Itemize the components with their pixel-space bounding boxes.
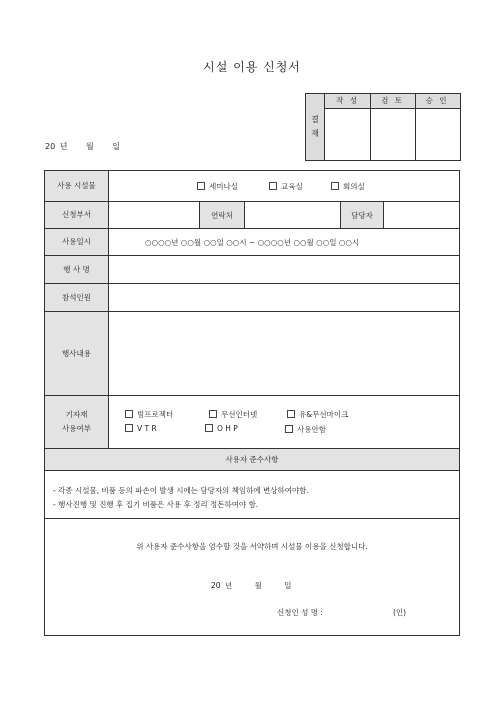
application-form-table xyxy=(44,170,460,636)
seal-mark: (인) xyxy=(393,608,407,617)
form-title: 시설 이용 신청서 xyxy=(203,60,301,74)
date-month: 월 xyxy=(86,142,94,151)
department-label: 신청부서 xyxy=(45,202,109,228)
approval-box xyxy=(305,93,461,161)
checkbox-icon[interactable] xyxy=(285,425,293,433)
equipment-option-wifi[interactable]: 무선인터넷 xyxy=(209,409,257,420)
pledge-date-month: 월 xyxy=(254,581,262,590)
checkbox-icon[interactable] xyxy=(331,182,339,190)
pledge-date-day: 일 xyxy=(284,581,292,590)
pledge-date-year: 20 년 xyxy=(211,581,233,590)
equipment-label-line1: 기자재 xyxy=(65,410,88,419)
attendees-label: 참석인원 xyxy=(45,284,109,311)
approval-header-review: 검 토 xyxy=(381,96,404,105)
attendees-field[interactable] xyxy=(109,284,459,311)
approval-cell-write[interactable] xyxy=(325,109,370,160)
date-day: 일 xyxy=(112,142,121,151)
row-divider xyxy=(45,470,459,471)
facility-option-classroom[interactable]: 교육실 xyxy=(269,181,303,192)
checkbox-icon[interactable] xyxy=(209,410,217,418)
equipment-label-line2: 사용여부 xyxy=(62,424,91,433)
equipment-option-projector[interactable]: 빔프로젝터 xyxy=(125,409,173,420)
event-name-field[interactable] xyxy=(109,256,459,283)
equipment-option-vtr[interactable]: V T R xyxy=(125,424,157,433)
equipment-label xyxy=(45,396,109,448)
event-content-field[interactable] xyxy=(109,312,459,395)
equipment-option-none[interactable]: 사용안함 xyxy=(285,424,326,435)
facility-label: 사용 시설물 xyxy=(45,171,109,201)
pledge-sentence: 위 사용자 준수사항을 엄수할 것을 서약하며 시설물 이용을 신청합니다. xyxy=(136,542,368,551)
signer-name-field[interactable] xyxy=(345,603,385,619)
pledge-date xyxy=(211,580,291,591)
row-divider xyxy=(45,518,459,519)
approval-cell-review[interactable] xyxy=(371,109,415,160)
approval-header-approve: 승 인 xyxy=(425,96,449,105)
approval-side-top: 결 xyxy=(311,115,319,124)
event-content-label: 행사내용 xyxy=(45,312,109,395)
event-name-label: 행 사 명 xyxy=(45,256,109,283)
rule-item: - 행사진행 및 진행 후 집기 비품은 사용 후 정리 정돈하여야 함. xyxy=(53,500,259,509)
approval-side-label xyxy=(306,94,325,160)
checkbox-icon[interactable] xyxy=(269,182,277,190)
date-year: 20 년 xyxy=(45,142,68,151)
pledge-text xyxy=(45,541,459,552)
checkbox-icon[interactable] xyxy=(205,424,213,432)
facility-option-seminar[interactable]: 세미나실 xyxy=(197,181,238,192)
equipment-option-ohp[interactable]: O H P xyxy=(205,424,238,433)
contact-field[interactable] xyxy=(245,202,340,228)
department-field[interactable] xyxy=(109,202,199,228)
checkbox-icon[interactable] xyxy=(125,410,133,418)
application-date xyxy=(45,141,134,152)
checkbox-icon[interactable] xyxy=(197,182,205,190)
signer-label: 신청인 성 명 : xyxy=(277,608,323,617)
checkbox-icon[interactable] xyxy=(125,424,133,432)
rule-item: - 각종 시설물, 비품 등의 파손이 발생 시에는 담당자의 책임하에 변상하여야함. xyxy=(53,486,309,495)
equipment-option-microphone[interactable]: 유&무선마이크 xyxy=(287,409,348,420)
manager-label: 담당자 xyxy=(341,202,383,228)
checkbox-icon[interactable] xyxy=(287,410,295,418)
datetime-value[interactable]: ○○○○년 ○○월 ○○일 ○○시 ~ ○○○○년 ○○월 ○○일 ○○시 xyxy=(145,238,360,247)
facility-option-meeting[interactable]: 회의실 xyxy=(331,181,365,192)
approval-header xyxy=(325,94,460,109)
approval-header-write: 작 성 xyxy=(336,96,359,105)
datetime-label: 사용일시 xyxy=(45,229,109,255)
approval-side-bottom: 재 xyxy=(311,129,319,138)
contact-label: 연락처 xyxy=(200,202,244,228)
approval-cell-approve[interactable] xyxy=(416,109,460,160)
rules-header: 사용자 준수사항 xyxy=(45,449,459,470)
manager-field[interactable] xyxy=(384,202,459,228)
